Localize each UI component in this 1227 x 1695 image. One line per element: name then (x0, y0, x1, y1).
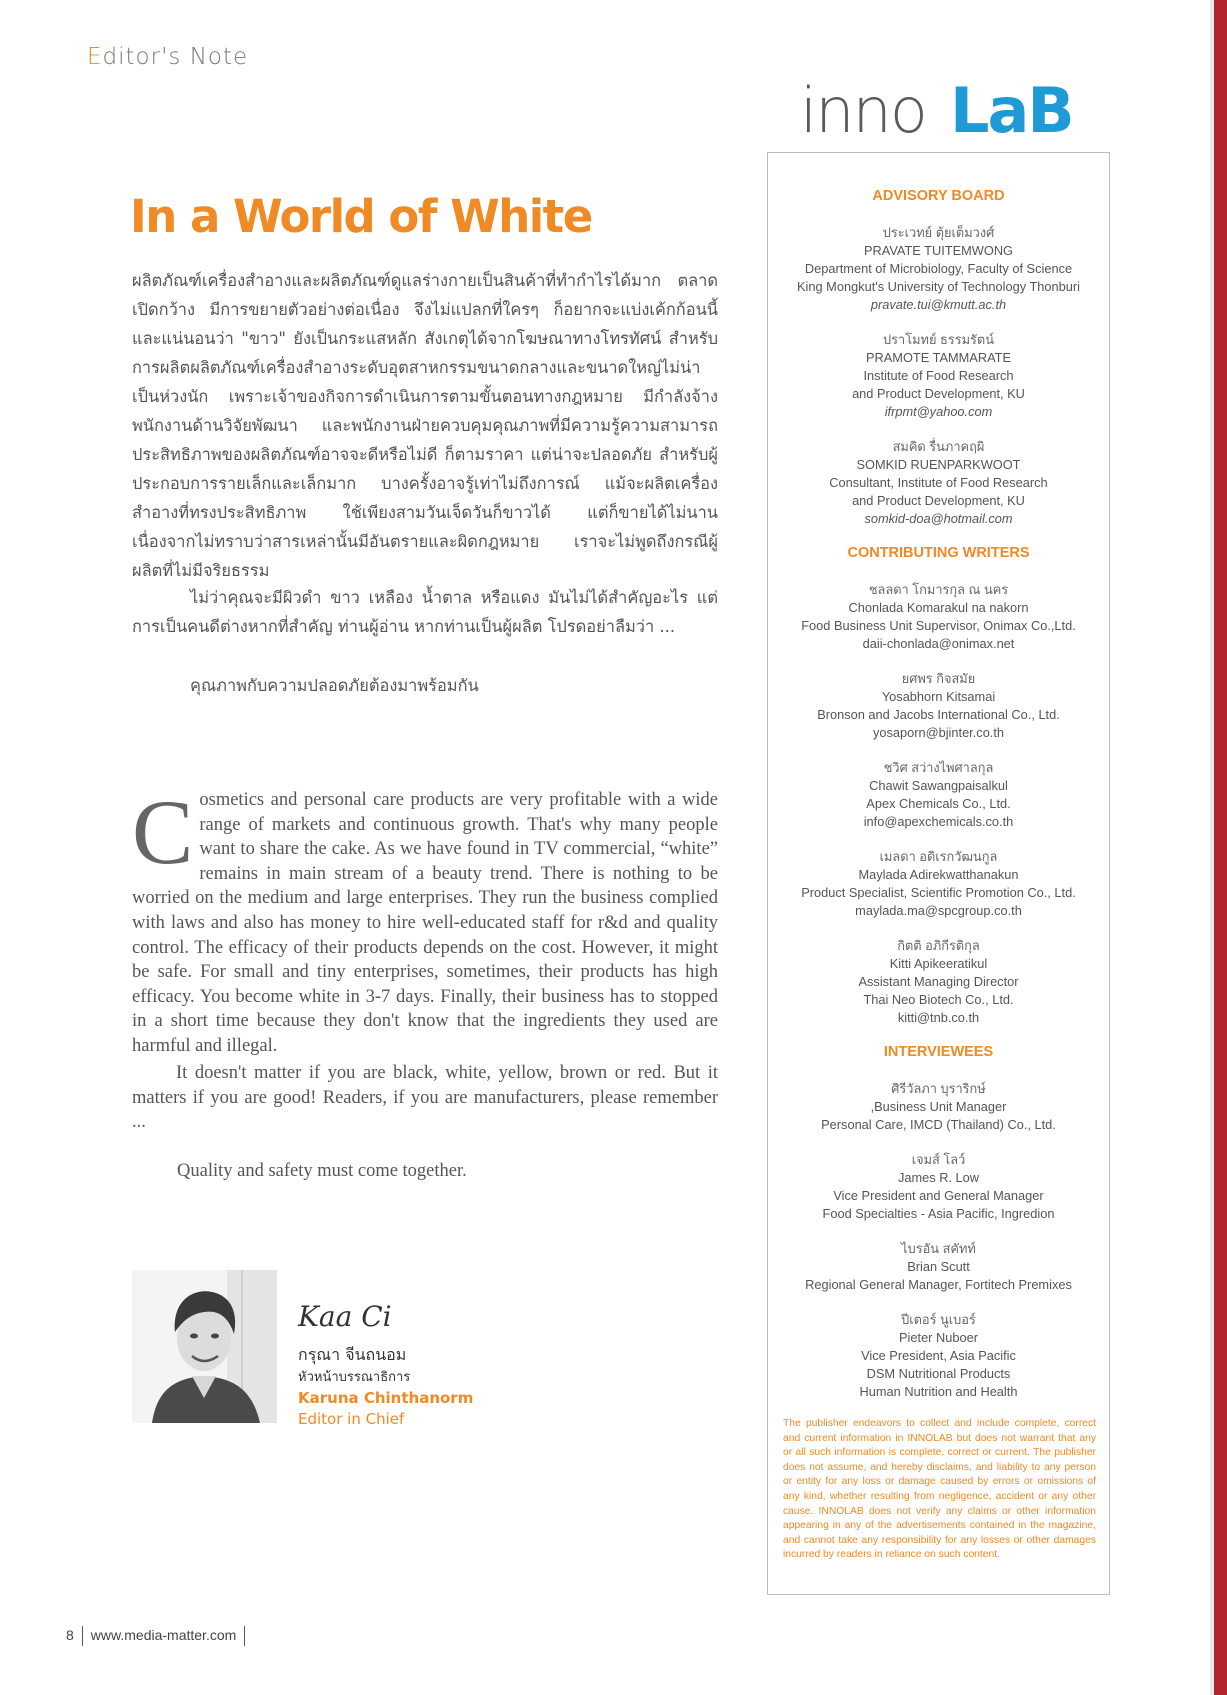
editor-signature-text: Kaa Ci (298, 1300, 392, 1333)
page-edge-bar (1214, 0, 1227, 1695)
footer-divider (244, 1626, 245, 1646)
writer (768, 670, 1109, 742)
writer-affiliation: Bronson and Jacobs International Co., Ltd. (817, 707, 1060, 722)
editor-portrait (132, 1270, 277, 1423)
advisory-member (768, 438, 1109, 528)
interviewee (768, 1080, 1109, 1134)
writer-email: daii-chonlada@onimax.net (862, 636, 1015, 651)
interviewee-affiliation: Vice President and General Manager (833, 1188, 1044, 1203)
member-thai-name: ประเวทย์ ตุ้ยเต็มวงศ์ (882, 225, 995, 240)
writer-name: Chawit Sawangpaisalkul (869, 778, 1008, 793)
interviewee-affiliation: Food Specialties - Asia Pacific, Ingredion (822, 1206, 1055, 1221)
logo-text-inno: inno (800, 82, 926, 138)
member-affiliation: Consultant, Institute of Food Research (829, 475, 1048, 490)
member-affiliation: Department of Microbiology, Faculty of Science (804, 261, 1073, 276)
section-label-initial: E (87, 44, 103, 70)
writer-name: Chonlada Komarakul na nakorn (848, 600, 1029, 615)
interviewees-heading: INTERVIEWEES (883, 1044, 994, 1060)
interviewee-thai-name: ปีเตอร์ นูเบอร์ (901, 1312, 976, 1327)
member-name: SOMKID RUENPARKWOOT (856, 457, 1021, 472)
writer-affiliation: Apex Chemicals Co., Ltd. (866, 796, 1011, 811)
contributing-writers-heading: CONTRIBUTING WRITERS (847, 545, 1030, 561)
member-email: somkid-doa@hotmail.com (864, 511, 1013, 526)
writer-affiliation: Assistant Managing Director (858, 974, 1019, 989)
thai-paragraph-1: ผลิตภัณฑ์เครื่องสำอางและผลิตภัณฑ์ดูแลร่างกายเป็นสินค้าที่ทำกำไรได้มาก ตลาดเปิดกว้าง มีการขยายตัวอย่างต่อเนื่อง จึงไม่แปลกที่ใครๆ ก็อยากจะแบ่งเค้กก้อนนี้ และแน่นอนว่า "ขาว" ยังเป็นกระแสหลัก สังเกตุได้จากโฆษณาทางโทรทัศน์ สำหรับการผลิตผลิตภัณฑ์เครื่องสำอางระดับอุตสาหกรรมขนาดกลางและขนาดใหญ่ไม่น่าเป็นห่วงนัก เพราะเจ้าของกิจการดำเนินการตามขั้นตอนทางกฎหมาย มีกำลังจ้างพนักงานด้านวิจัยพัฒนา และพนักงานฝ่ายควบคุมคุณภาพที่มีความรู้ความสามารถ ประสิทธิภาพของผลิตภัณฑ์อาจจะดีหรือไม่ดี ก็ตามราคา แต่น่าจะปลอดภัย สำหรับผู้ประกอบการรายเล็กและเล็กมาก บางครั้งอาจรู้เท่าไม่ถึงการณ์ แม้จะผลิตเครื่องสำอางที่ทรงประสิทธิภาพ ใช้เพียงสามวันเจ็ดวันก็ขาวได้ แต่ก็ขายได้ไม่นาน เนื่องจากไม่ทราบว่าสารเหล่านั้นมีอันตรายและผิดกฎหมาย เราจะไม่พูดถึงกรณีผู้ผลิตที่ไม่มีจริยธรรม (132, 271, 718, 580)
writer-affiliation: Product Specialist, Scientific Promotion Co., Ltd. (801, 885, 1076, 900)
member-affiliation: and Product Development, KU (852, 493, 1025, 508)
editor-name: Karuna Chinthanorm (298, 1389, 474, 1407)
writer-affiliation: Food Business Unit Supervisor, Onimax Co.,Ltd. (801, 618, 1076, 633)
interviewee-affiliation: DSM Nutritional Products (866, 1366, 1011, 1381)
publisher-disclaimer: The publisher endeavors to collect and include complete, correct and current information in INNOLAB but does not warrant that any or all such information is complete, correct or current. The publisher does not assume, and hereby disclaims, and liability to any person or entity for any loss or damage caused by errors or omissions of any kind, whether resulting from negligence, accident or any other cause. INNOLAB does not verify any claims or other information appearing in any of the advertisements contained in the magazine, and cannot take any responsibility for any losses or other damages incurred by readers in reliance on such content. (783, 1418, 1096, 1561)
advisory-member (768, 224, 1109, 314)
writer-thai-name: ยศพร กิจสมัย (901, 671, 976, 686)
editor-role: Editor in Chief (298, 1410, 405, 1428)
editor-signature (296, 1298, 416, 1334)
member-thai-name: ปราโมทย์ ธรรมรัตน์ (883, 332, 994, 347)
interviewee-thai-name: เจมส์ โลว์ (911, 1152, 966, 1167)
member-email: pravate.tui@kmutt.ac.th (870, 297, 1007, 312)
editor-role-thai: หัวหน้าบรรณาธิการ (298, 1370, 411, 1385)
writer-name: Yosabhorn Kitsamai (881, 689, 996, 704)
english-paragraph-1-text: osmetics and personal care products are very profitable with a wide range of markets and continuous growth. That's why many people want to share the cake. As we have found in TV commercial, “white” remains in main stream of a beauty trend. There is nothing to be worried on the medium and large enterprises. They run the business complied with laws and also has money to hire well-educated staff for r&d and quality control. The efficacy of their products depends on the cost. However, it might be safe. For small and tiny enterprises, sometimes, their products has high efficacy. You become white in 3-7 days. Finally, their business has to stopped in a short time because they don't know that the ingredients they used are harmful and illegal. (132, 790, 718, 1056)
member-thai-name: สมคิด รื่นภาคฤผิ (892, 439, 985, 454)
interviewee (768, 1240, 1109, 1294)
drop-cap: C (132, 781, 194, 883)
writer-name: Kitti Apikeeratikul (889, 956, 988, 971)
advisory-board-heading: ADVISORY BOARD (872, 188, 1005, 204)
editor-name-thai: กรุณา จีนถนอม (298, 1345, 407, 1364)
article-title: In a World of White (130, 190, 592, 243)
writer (768, 937, 1109, 1027)
writer-thai-name: ชวิศ สว่างไพศาลกุล (883, 760, 994, 775)
interviewee-affiliation: Personal Care, IMCD (Thailand) Co., Ltd. (821, 1117, 1056, 1132)
section-label-rest: ditor's Note (102, 44, 249, 70)
writer-email: kitti@tnb.co.th (897, 1010, 980, 1025)
writer (768, 581, 1109, 653)
writer-thai-name: เมลดา อดิเรกวัฒนกูล (879, 849, 998, 864)
writer-affiliation: Thai Neo Biotech Co., Ltd. (863, 992, 1014, 1007)
writer-email: maylada.ma@spcgroup.co.th (855, 903, 1022, 918)
interviewee (768, 1311, 1109, 1401)
interviewee-affiliation: Vice President, Asia Pacific (861, 1348, 1016, 1363)
english-paragraph-2: It doesn't matter if you are black, white, yellow, brown or red. But it matters if you are good! Readers, if you are manufacturers, please remember ... (132, 1063, 718, 1133)
member-name: PRAVATE TUITEMWONG (863, 243, 1014, 258)
interviewee-affiliation: Regional General Manager, Fortitech Premixes (805, 1277, 1072, 1292)
member-affiliation: and Product Development, KU (852, 386, 1025, 401)
footer-url[interactable]: www.media-matter.com (90, 1626, 237, 1643)
writer-thai-name: กิตติ อภิกีรติกุล (897, 938, 980, 953)
interviewee-affiliation: Human Nutrition and Health (859, 1384, 1018, 1399)
thai-paragraph-2: ไม่ว่าคุณจะมีผิวดำ ขาว เหลือง น้ำตาล หรือแดง มันไม่ได้สำคัญอะไร แต่การเป็นคนดีต่างหากที่สำคัญ ท่านผู้อ่าน หากท่านเป็นผู้ผลิต โปรดอย่าลืมว่า ... (132, 588, 718, 636)
interviewee-name: James R. Low (897, 1170, 980, 1185)
footer-divider (82, 1626, 83, 1646)
member-affiliation: King Mongkut's University of Technology Thonburi (797, 279, 1080, 294)
credits-box (767, 152, 1110, 1595)
interviewee (768, 1151, 1109, 1223)
logo-text-lab: LaB (950, 82, 1073, 138)
member-email: ifrpmt@yahoo.com (884, 404, 993, 419)
interviewee-name: ,Business Unit Manager (870, 1099, 1007, 1114)
writer (768, 848, 1109, 920)
writer (768, 759, 1109, 831)
writer-email: yosaporn@bjinter.co.th (872, 725, 1005, 740)
writer-name: Maylada Adirekwatthanakun (858, 867, 1019, 882)
interviewee-name: Pieter Nuboer (899, 1330, 978, 1345)
english-paragraph-3: Quality and safety must come together. (177, 1161, 467, 1181)
page-number: 8 (66, 1626, 74, 1643)
page-footer (66, 1626, 245, 1646)
member-name: PRAMOTE TAMMARATE (865, 350, 1012, 365)
credits-list (768, 188, 1109, 1418)
member-affiliation: Institute of Food Research (863, 368, 1014, 383)
section-label (87, 44, 248, 70)
interviewee-thai-name: ไบรอัน สคัทท์ (901, 1241, 976, 1256)
innolab-logo (800, 82, 1075, 138)
english-paragraph-1 (132, 781, 718, 1059)
writer-thai-name: ชลลดา โกมารกุล ณ นคร (868, 582, 1009, 597)
thai-paragraph-3: คุณภาพกับความปลอดภัยต้องมาพร้อมกัน (190, 676, 479, 695)
interviewee-name: Brian Scutt (907, 1259, 970, 1274)
interviewee-thai-name: ศิรีวัลภา บุราริกษ์ (891, 1081, 986, 1096)
advisory-member (768, 331, 1109, 421)
writer-email: info@apexchemicals.co.th (863, 814, 1014, 829)
